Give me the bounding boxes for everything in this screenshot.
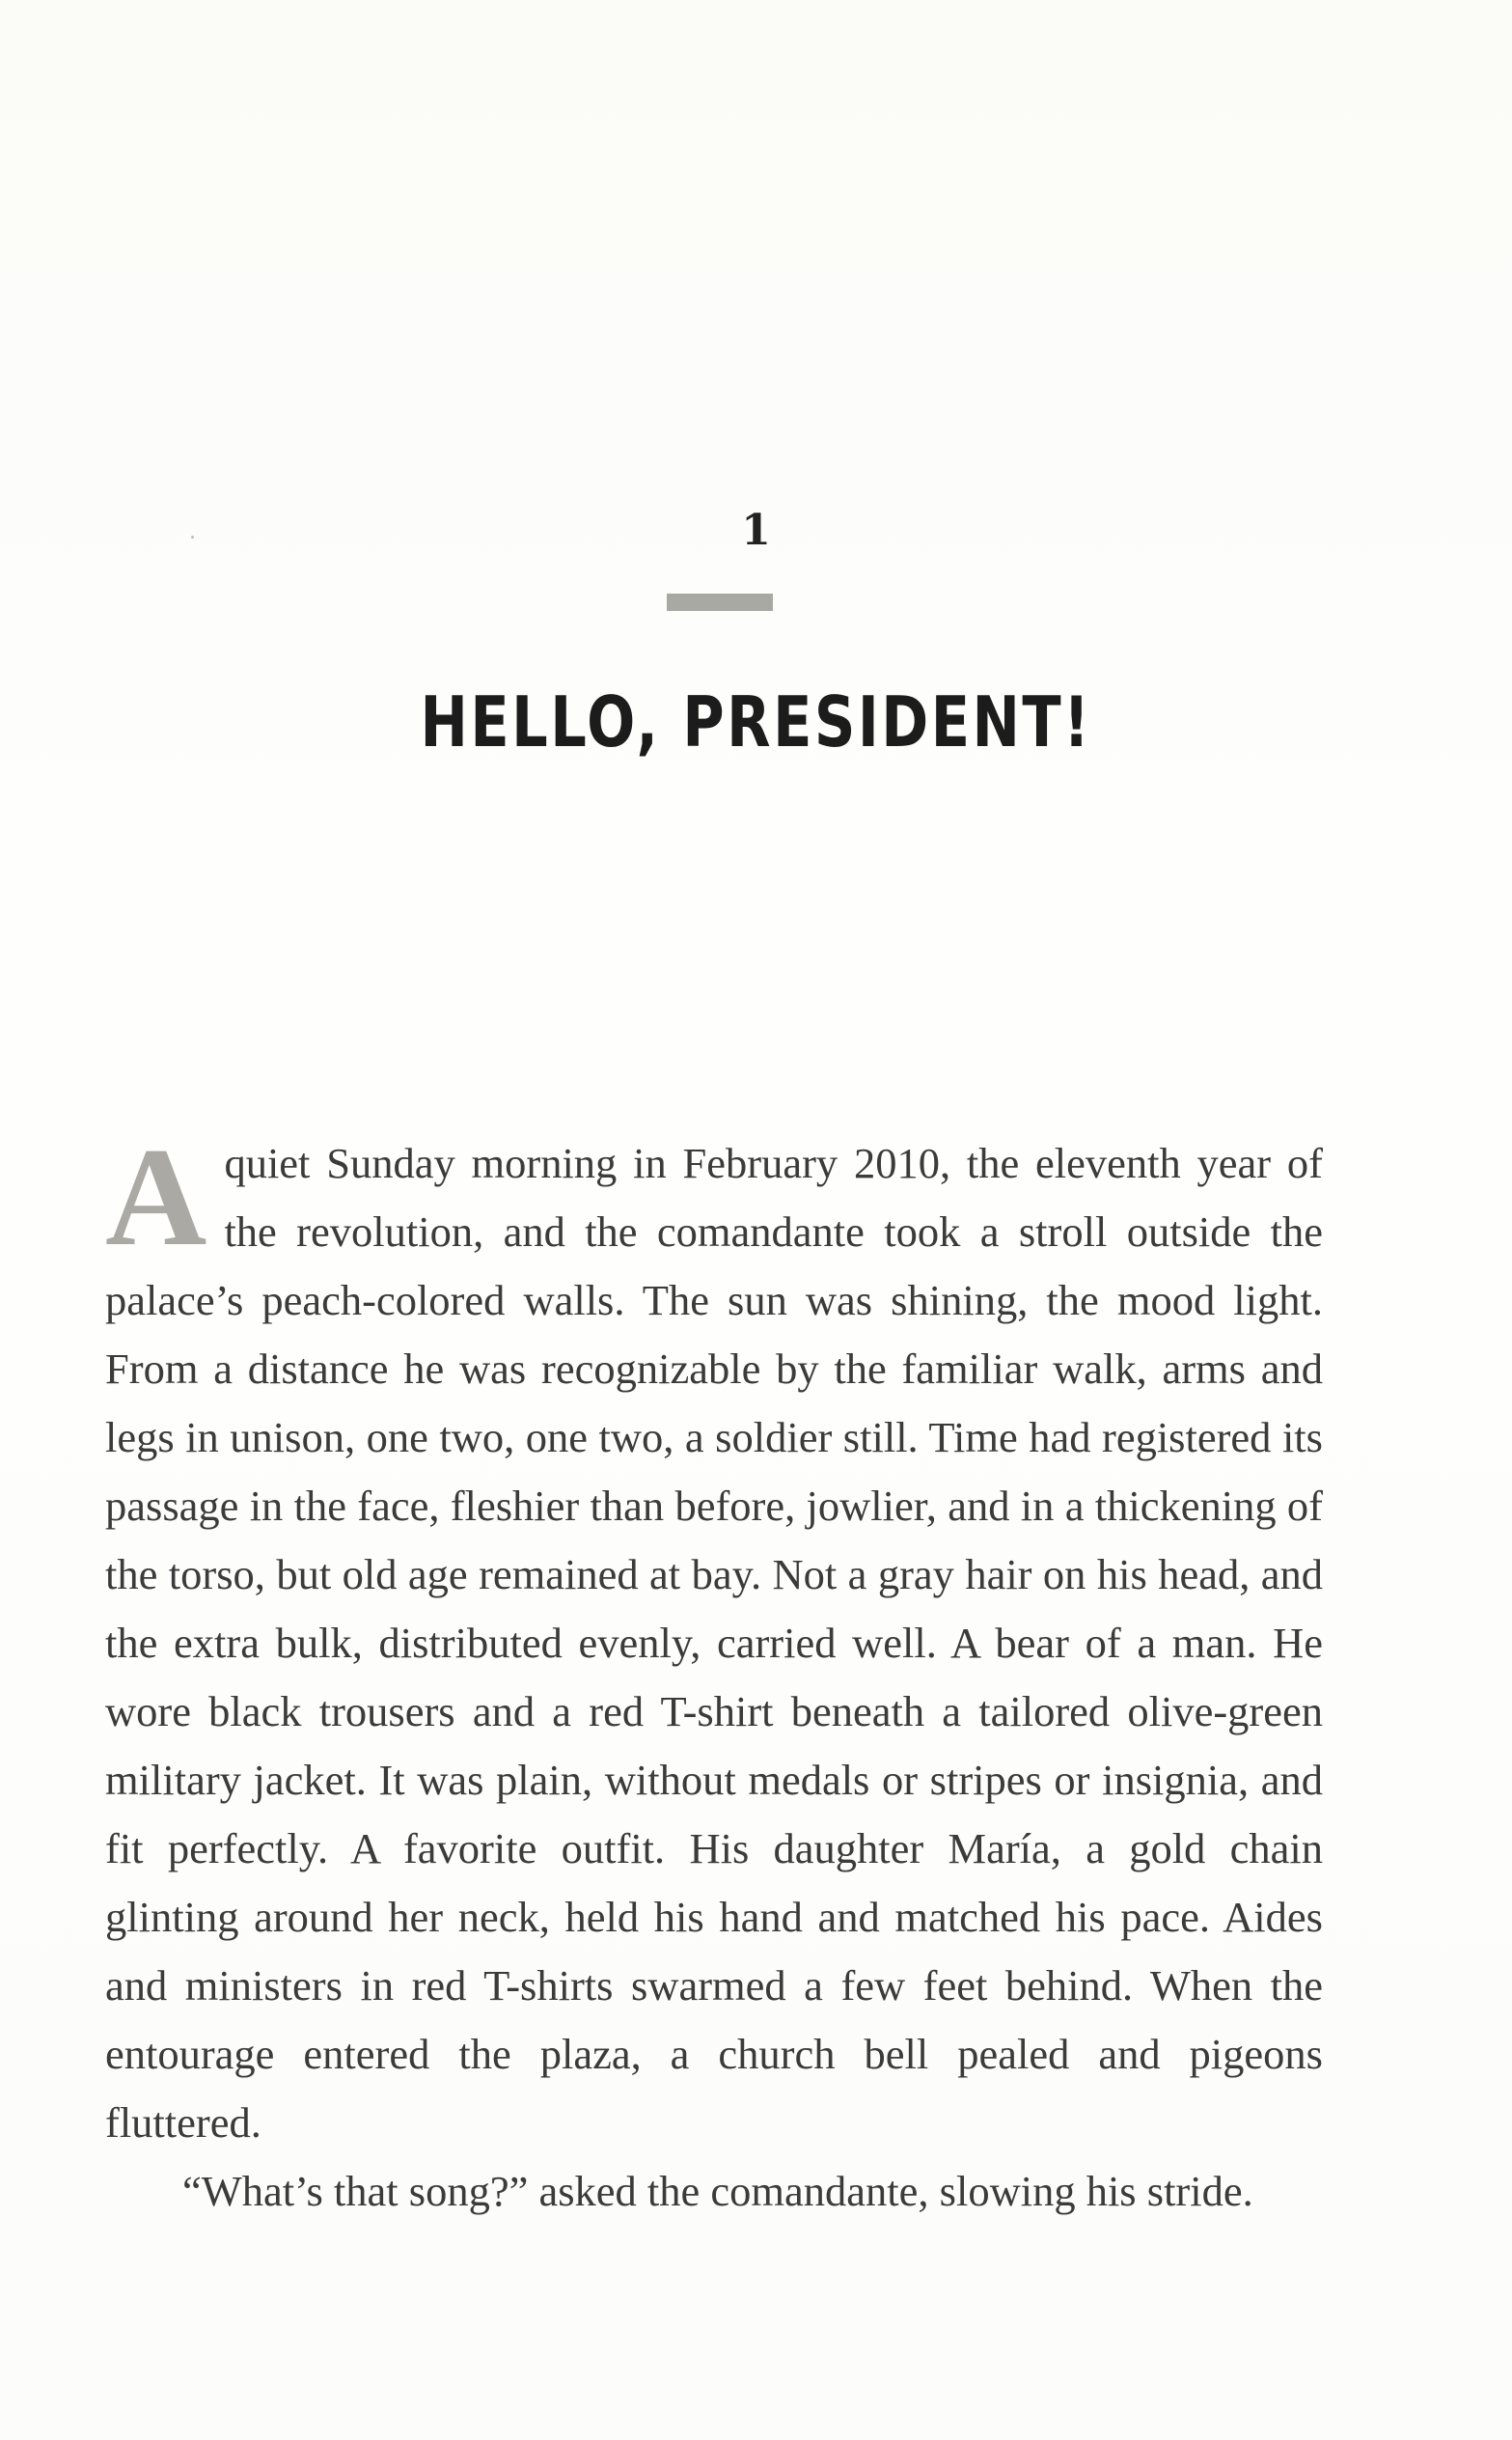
drop-cap: A	[105, 1119, 207, 1275]
paragraph: “What’s that song?” asked the comandante, slowing his stride.	[182, 2167, 1253, 2215]
chapter-body	[105, 1119, 1323, 2226]
paragraph	[105, 1119, 1323, 2157]
chapter-title: HELLO, PRESIDENT!	[420, 681, 1092, 762]
paragraph-text: quiet Sunday morning in February 2010, the eleventh year of the revolution, and the comandante took a stroll outside the palace’s peach-colored walls. The sun was shining, the mood light. From a distance he was recognizable by the familiar walk, arms and legs in unison, one two, one two, a soldier still. Time had registered its passage in the face, fleshier than before, jowlier, and in a thickening of the torso, but old age remained at bay. Not a gray hair on his head, and the extra bulk, distributed evenly, carried well. A bear of a man. He wore black trousers and a red T-shirt beneath a tailored olive-green military jacket. It was plain, without medals or stripes or insignia, and fit perfectly. A favorite outfit. His daughter María, a gold chain glinting around her neck, held his hand and matched his pace. Aides and ministers in red T-shirts swarmed a few feet behind. When the entourage entered the plaza, a church bell pealed and pigeons fluttered.	[105, 1139, 1323, 2147]
chapter-number: 1	[741, 506, 771, 555]
chapter-rule	[667, 594, 773, 611]
